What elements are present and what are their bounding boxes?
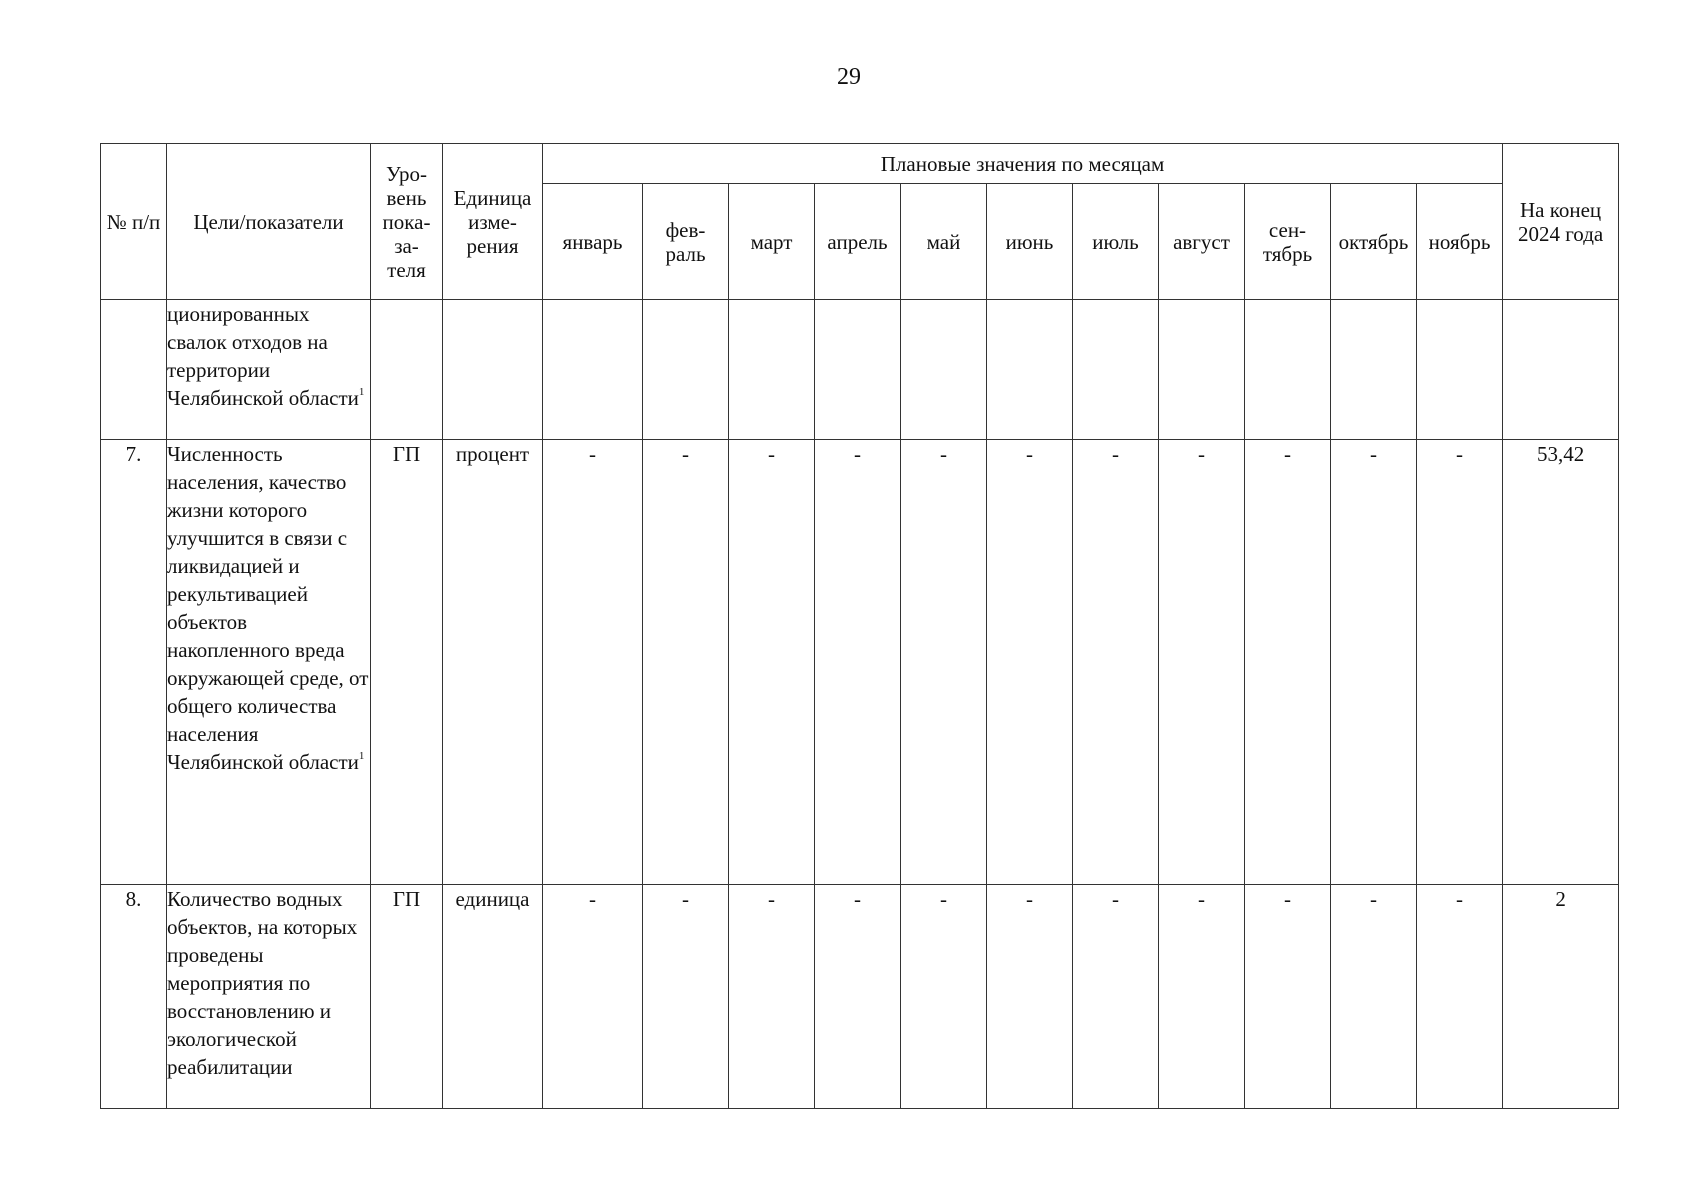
row-number: 7. (101, 440, 167, 885)
month-value (643, 300, 729, 440)
header-month: июнь (987, 184, 1073, 300)
month-value: - (1073, 885, 1159, 1109)
header-month: ноябрь (1417, 184, 1503, 300)
month-value: - (643, 885, 729, 1109)
table-row (101, 300, 1619, 440)
month-value (987, 300, 1073, 440)
month-value: - (1073, 440, 1159, 885)
month-value: - (815, 885, 901, 1109)
unit-of-measure: процент (443, 440, 543, 885)
month-value (1417, 300, 1503, 440)
header-month: фев- раль (643, 184, 729, 300)
indicator-level (371, 300, 443, 440)
month-value: - (1331, 440, 1417, 885)
month-value: - (987, 440, 1073, 885)
footnote-marker: 1 (358, 750, 365, 762)
month-value: - (1159, 885, 1245, 1109)
header-month: май (901, 184, 987, 300)
unit-of-measure (443, 300, 543, 440)
unit-of-measure: единица (443, 885, 543, 1109)
header-month: апрель (815, 184, 901, 300)
header-level: Уро- вень пока- за- теля (371, 144, 443, 300)
month-value (729, 300, 815, 440)
month-value: - (1159, 440, 1245, 885)
month-value: - (1417, 885, 1503, 1109)
month-value: - (729, 440, 815, 885)
footnote-marker: 1 (358, 386, 365, 398)
indicator-name (167, 440, 371, 885)
month-value (815, 300, 901, 440)
indicator-name-text: Численность населения, качество жизни которого улучшится в связи с ликвидацией и рекультивацией объектов накопленного вреда окружающей среде, от общего количества населения Челябинской области (167, 442, 369, 774)
month-value (543, 300, 643, 440)
final-value (1503, 300, 1619, 440)
month-value (901, 300, 987, 440)
header-unit: Единица изме- рения (443, 144, 543, 300)
table-row (101, 885, 1619, 1109)
row-number (101, 300, 167, 440)
header-month: июль (1073, 184, 1159, 300)
month-value (1073, 300, 1159, 440)
final-value: 53,42 (1503, 440, 1619, 885)
indicator-name (167, 885, 371, 1109)
page-number: 29 (837, 64, 861, 90)
header-month: октябрь (1331, 184, 1417, 300)
month-value: - (1331, 885, 1417, 1109)
header-num: № п/п (101, 144, 167, 300)
indicator-level: ГП (371, 885, 443, 1109)
indicator-level: ГП (371, 440, 443, 885)
month-value: - (729, 885, 815, 1109)
table-row (101, 440, 1619, 885)
header-month: сен- тябрь (1245, 184, 1331, 300)
indicator-name (167, 300, 371, 440)
header-final: На конец 2024 года (1503, 144, 1619, 300)
month-value (1159, 300, 1245, 440)
header-month: август (1159, 184, 1245, 300)
month-value: - (815, 440, 901, 885)
row-number: 8. (101, 885, 167, 1109)
month-value: - (1417, 440, 1503, 885)
indicator-name-text: ционированных свалок отходов на территории Челябинской области (167, 302, 359, 410)
month-value: - (901, 885, 987, 1109)
month-value: - (901, 440, 987, 885)
header-month: март (729, 184, 815, 300)
final-value: 2 (1503, 885, 1619, 1109)
month-value (1245, 300, 1331, 440)
month-value: - (543, 440, 643, 885)
plan-values-table (100, 143, 1619, 1109)
header-plan: Плановые значения по месяцам (543, 144, 1503, 184)
indicator-name-text: Количество водных объектов, на которых проведены мероприятия по восстановлению и экологической реабилитации (167, 887, 358, 1079)
month-value: - (1245, 440, 1331, 885)
month-value (1331, 300, 1417, 440)
header-goals: Цели/показатели (167, 144, 371, 300)
header-month: январь (543, 184, 643, 300)
month-value: - (643, 440, 729, 885)
month-value: - (1245, 885, 1331, 1109)
month-value: - (543, 885, 643, 1109)
table-body (101, 300, 1619, 1109)
month-value: - (987, 885, 1073, 1109)
